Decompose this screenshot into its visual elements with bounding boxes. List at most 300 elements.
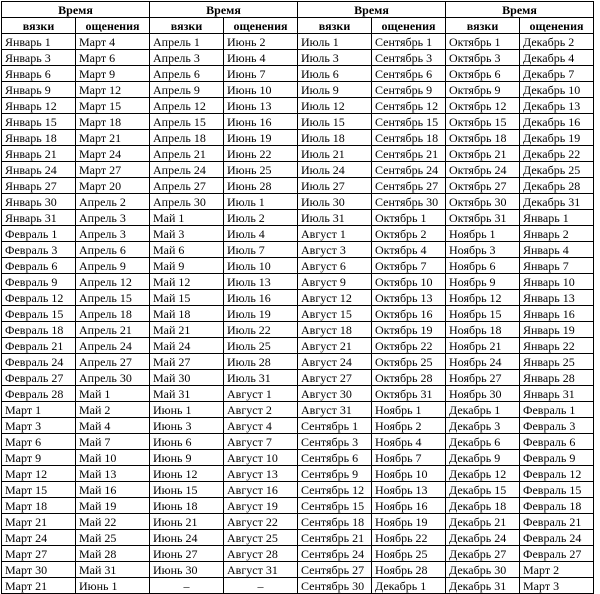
mating-date-cell: Февраль 27	[2, 370, 76, 386]
mating-date-cell: Сентябрь 12	[298, 482, 372, 498]
mating-date-cell: Январь 15	[2, 114, 76, 130]
mating-date-cell: Июнь 9	[150, 450, 224, 466]
mating-date-cell: Ноябрь 15	[446, 306, 520, 322]
whelping-date-cell: Январь 2	[520, 226, 594, 242]
whelping-date-cell: Октябрь 2	[372, 226, 446, 242]
mating-date-cell: Январь 27	[2, 178, 76, 194]
whelping-date-cell: –	[224, 578, 298, 594]
mating-date-cell: Июль 12	[298, 98, 372, 114]
whelping-date-cell: Июль 16	[224, 290, 298, 306]
mating-date-cell: Ноябрь 3	[446, 242, 520, 258]
mating-date-cell: Март 15	[2, 482, 76, 498]
mating-date-cell: Январь 24	[2, 162, 76, 178]
whelping-date-cell: Сентябрь 18	[372, 130, 446, 146]
table-row	[2, 338, 594, 354]
whelping-date-cell: Май 1	[76, 386, 150, 402]
mating-date-cell: Февраль 21	[2, 338, 76, 354]
mating-date-cell: Август 24	[298, 354, 372, 370]
mating-date-cell: Январь 12	[2, 98, 76, 114]
whelping-date-cell: Сентябрь 27	[372, 178, 446, 194]
mating-date-cell: Октябрь 1	[446, 34, 520, 50]
mating-date-cell: Сентябрь 3	[298, 434, 372, 450]
table-row	[2, 482, 594, 498]
whelping-date-cell: Ноябрь 13	[372, 482, 446, 498]
whelping-date-cell: Октябрь 1	[372, 210, 446, 226]
whelping-date-cell: Ноябрь 19	[372, 514, 446, 530]
whelping-date-cell: Март 15	[76, 98, 150, 114]
mating-date-cell: Август 3	[298, 242, 372, 258]
mating-date-cell: Январь 18	[2, 130, 76, 146]
whelping-date-cell: Март 24	[76, 146, 150, 162]
whelping-date-cell: Октябрь 10	[372, 274, 446, 290]
table-row	[2, 258, 594, 274]
table-row	[2, 530, 594, 546]
whelping-date-cell: Декабрь 28	[520, 178, 594, 194]
whelping-date-cell: Сентябрь 15	[372, 114, 446, 130]
mating-date-cell: Май 27	[150, 354, 224, 370]
table-row	[2, 114, 594, 130]
mating-date-cell: Январь 1	[2, 34, 76, 50]
whelping-date-cell: Январь 10	[520, 274, 594, 290]
mating-date-cell: Май 24	[150, 338, 224, 354]
mating-date-cell: Октябрь 12	[446, 98, 520, 114]
mating-date-cell: Октябрь 9	[446, 82, 520, 98]
mating-date-cell: Март 18	[2, 498, 76, 514]
mating-date-cell: Ноябрь 18	[446, 322, 520, 338]
mating-date-cell: Март 30	[2, 562, 76, 578]
whelping-date-cell: Декабрь 2	[520, 34, 594, 50]
whelping-date-cell: Июнь 4	[224, 50, 298, 66]
whelping-date-cell: Июль 28	[224, 354, 298, 370]
table-row	[2, 514, 594, 530]
whelping-date-cell: Август 4	[224, 418, 298, 434]
mating-date-cell: Май 1	[150, 210, 224, 226]
mating-date-cell: Февраль 24	[2, 354, 76, 370]
mating-date-cell: Февраль 28	[2, 386, 76, 402]
whelping-date-cell: Май 7	[76, 434, 150, 450]
whelping-date-cell: Апрель 27	[76, 354, 150, 370]
whelping-date-cell: Апрель 15	[76, 290, 150, 306]
mating-date-cell: Апрель 9	[150, 82, 224, 98]
whelping-date-cell: Март 27	[76, 162, 150, 178]
mating-date-cell: Декабрь 12	[446, 466, 520, 482]
whelping-date-cell: Июнь 28	[224, 178, 298, 194]
mating-date-cell: Сентябрь 21	[298, 530, 372, 546]
mating-date-cell: Апрель 3	[150, 50, 224, 66]
whelping-date-cell: Январь 7	[520, 258, 594, 274]
mating-date-cell: Май 3	[150, 226, 224, 242]
table-row	[2, 98, 594, 114]
mating-date-cell: Декабрь 9	[446, 450, 520, 466]
whelping-date-cell: Февраль 21	[520, 514, 594, 530]
mating-date-cell: Декабрь 31	[446, 578, 520, 594]
whelping-date-cell: Январь 28	[520, 370, 594, 386]
mating-date-cell: Апрель 18	[150, 130, 224, 146]
mating-date-cell: Сентябрь 9	[298, 466, 372, 482]
mating-date-cell: Май 31	[150, 386, 224, 402]
whelping-date-cell: Июль 4	[224, 226, 298, 242]
whelping-date-cell: Ноябрь 22	[372, 530, 446, 546]
mating-date-cell: Октябрь 3	[446, 50, 520, 66]
whelping-date-cell: Май 28	[76, 546, 150, 562]
whelping-date-cell: Апрель 2	[76, 194, 150, 210]
mating-date-cell: Август 12	[298, 290, 372, 306]
group-title: Время	[298, 2, 446, 18]
whelping-date-cell: Июнь 7	[224, 66, 298, 82]
mating-date-cell: Февраль 1	[2, 226, 76, 242]
whelping-date-cell: Март 18	[76, 114, 150, 130]
whelping-date-cell: Сентябрь 1	[372, 34, 446, 50]
whelping-date-cell: Январь 19	[520, 322, 594, 338]
whelping-date-cell: Март 12	[76, 82, 150, 98]
group-title: Время	[150, 2, 298, 18]
whelping-date-cell: Июнь 10	[224, 82, 298, 98]
mating-date-cell: Сентябрь 24	[298, 546, 372, 562]
whelping-date-cell: Февраль 24	[520, 530, 594, 546]
mating-date-cell: Август 21	[298, 338, 372, 354]
mating-date-cell: Декабрь 21	[446, 514, 520, 530]
mating-date-cell: Май 21	[150, 322, 224, 338]
mating-date-cell: Август 31	[298, 402, 372, 418]
whelping-date-cell: Август 10	[224, 450, 298, 466]
whelping-date-cell: Октябрь 25	[372, 354, 446, 370]
mating-date-cell: Декабрь 3	[446, 418, 520, 434]
mating-date-cell: Март 6	[2, 434, 76, 450]
mating-date-cell: Июнь 27	[150, 546, 224, 562]
mating-date-cell: Март 21	[2, 578, 76, 594]
mating-date-cell: Апрель 24	[150, 162, 224, 178]
whelping-date-cell: Ноябрь 2	[372, 418, 446, 434]
mating-date-cell: Март 24	[2, 530, 76, 546]
mating-date-cell: Февраль 12	[2, 290, 76, 306]
mating-date-cell: Июль 27	[298, 178, 372, 194]
mating-date-cell: Декабрь 27	[446, 546, 520, 562]
mating-date-cell: Ноябрь 6	[446, 258, 520, 274]
whelping-date-cell: Июнь 2	[224, 34, 298, 50]
mating-date-cell: Октябрь 21	[446, 146, 520, 162]
table-row	[2, 242, 594, 258]
whelping-date-cell: Апрель 30	[76, 370, 150, 386]
table-row	[2, 210, 594, 226]
whelping-date-cell: Февраль 6	[520, 434, 594, 450]
whelping-date-cell: Октябрь 13	[372, 290, 446, 306]
mating-date-cell: Ноябрь 9	[446, 274, 520, 290]
mating-date-cell: Декабрь 1	[446, 402, 520, 418]
whelping-date-cell: Февраль 3	[520, 418, 594, 434]
whelping-date-cell: Июнь 22	[224, 146, 298, 162]
whelping-date-cell: Июль 2	[224, 210, 298, 226]
whelping-date-cell: Сентябрь 21	[372, 146, 446, 162]
whelping-date-cell: Апрель 3	[76, 210, 150, 226]
table-row	[2, 418, 594, 434]
whelping-date-cell: Октябрь 7	[372, 258, 446, 274]
mating-date-cell: Декабрь 24	[446, 530, 520, 546]
group-title: Время	[446, 2, 594, 18]
whelping-date-cell: Март 6	[76, 50, 150, 66]
whelping-date-cell: Май 13	[76, 466, 150, 482]
whelping-date-cell: Сентябрь 3	[372, 50, 446, 66]
mating-date-cell: Март 27	[2, 546, 76, 562]
whelping-date-cell: Август 25	[224, 530, 298, 546]
mating-date-cell: Февраль 9	[2, 274, 76, 290]
mating-date-cell: Апрель 21	[150, 146, 224, 162]
table-row	[2, 130, 594, 146]
table-row	[2, 34, 594, 50]
mating-date-cell: Июль 24	[298, 162, 372, 178]
mating-date-cell: Август 18	[298, 322, 372, 338]
table-row	[2, 434, 594, 450]
table-row	[2, 578, 594, 594]
mating-date-cell: Март 9	[2, 450, 76, 466]
mating-date-cell: Октябрь 30	[446, 194, 520, 210]
whelping-date-cell: Декабрь 10	[520, 82, 594, 98]
mating-date-cell: Июль 6	[298, 66, 372, 82]
mating-date-cell: Январь 9	[2, 82, 76, 98]
whelping-date-cell: Октябрь 22	[372, 338, 446, 354]
mating-date-cell: Апрель 12	[150, 98, 224, 114]
mating-date-cell: Декабрь 15	[446, 482, 520, 498]
table-row	[2, 274, 594, 290]
mating-date-cell: Август 9	[298, 274, 372, 290]
whelping-date-cell: Ноябрь 7	[372, 450, 446, 466]
table-row	[2, 386, 594, 402]
mating-date-cell: Ноябрь 12	[446, 290, 520, 306]
whelping-date-cell: Март 9	[76, 66, 150, 82]
whelping-date-cell: Апрель 9	[76, 258, 150, 274]
mating-date-cell: Январь 31	[2, 210, 76, 226]
mating-date-cell: Июнь 21	[150, 514, 224, 530]
whelping-date-cell: Апрель 3	[76, 226, 150, 242]
whelping-date-cell: Декабрь 7	[520, 66, 594, 82]
mating-date-cell: Март 3	[2, 418, 76, 434]
whelping-date-cell: Июнь 19	[224, 130, 298, 146]
mating-date-cell: Август 15	[298, 306, 372, 322]
whelping-date-cell: Май 22	[76, 514, 150, 530]
table-row	[2, 450, 594, 466]
whelping-date-cell: Февраль 12	[520, 466, 594, 482]
mating-date-cell: Июнь 1	[150, 402, 224, 418]
table-row	[2, 162, 594, 178]
whelping-date-cell: Июль 31	[224, 370, 298, 386]
mating-date-cell: Апрель 15	[150, 114, 224, 130]
whelping-date-cell: Январь 4	[520, 242, 594, 258]
mating-date-cell: Февраль 18	[2, 322, 76, 338]
mating-date-cell: Март 1	[2, 402, 76, 418]
table-row	[2, 402, 594, 418]
group-header-row	[2, 2, 594, 18]
whelping-date-cell: Декабрь 25	[520, 162, 594, 178]
mating-date-cell: Август 1	[298, 226, 372, 242]
whelping-date-cell: Январь 16	[520, 306, 594, 322]
whelping-date-cell: Февраль 1	[520, 402, 594, 418]
table-row	[2, 194, 594, 210]
mating-date-cell: Сентябрь 27	[298, 562, 372, 578]
whelping-date-cell: Май 16	[76, 482, 150, 498]
whelping-date-cell: Август 22	[224, 514, 298, 530]
whelping-date-cell: Декабрь 19	[520, 130, 594, 146]
whelping-date-cell: Август 31	[224, 562, 298, 578]
table-row	[2, 146, 594, 162]
mating-date-cell: Июнь 18	[150, 498, 224, 514]
whelping-date-cell: Март 20	[76, 178, 150, 194]
whelping-date-cell: Июль 19	[224, 306, 298, 322]
whelping-date-cell: Сентябрь 6	[372, 66, 446, 82]
mating-date-cell: Август 30	[298, 386, 372, 402]
mating-date-cell: Июль 18	[298, 130, 372, 146]
whelping-date-cell: Ноябрь 25	[372, 546, 446, 562]
mating-date-cell: Июнь 24	[150, 530, 224, 546]
whelping-date-cell: Ноябрь 28	[372, 562, 446, 578]
table-row	[2, 306, 594, 322]
mating-date-cell: Июль 31	[298, 210, 372, 226]
whelping-date-cell: Июль 22	[224, 322, 298, 338]
whelping-date-cell: Август 7	[224, 434, 298, 450]
whelping-date-cell: Июль 7	[224, 242, 298, 258]
whelping-date-cell: Декабрь 1	[372, 578, 446, 594]
mating-date-cell: Ноябрь 21	[446, 338, 520, 354]
column-header-whelping: ощенения	[76, 18, 150, 34]
whelping-date-cell: Сентябрь 9	[372, 82, 446, 98]
mating-date-cell: Май 18	[150, 306, 224, 322]
column-header-mating: вязки	[150, 18, 224, 34]
column-header-whelping: ощенения	[372, 18, 446, 34]
whelping-date-cell: Апрель 24	[76, 338, 150, 354]
whelping-date-cell: Октябрь 16	[372, 306, 446, 322]
mating-date-cell: Октябрь 6	[446, 66, 520, 82]
table-row	[2, 354, 594, 370]
whelping-date-cell: Май 4	[76, 418, 150, 434]
whelping-date-cell: Апрель 21	[76, 322, 150, 338]
whelping-date-cell: Февраль 27	[520, 546, 594, 562]
whelping-date-cell: Декабрь 4	[520, 50, 594, 66]
whelping-date-cell: Декабрь 16	[520, 114, 594, 130]
column-header-mating: вязки	[446, 18, 520, 34]
whelping-date-cell: Январь 13	[520, 290, 594, 306]
mating-date-cell: Июнь 3	[150, 418, 224, 434]
mating-date-cell: Октябрь 27	[446, 178, 520, 194]
whelping-date-cell: Август 13	[224, 466, 298, 482]
whelping-date-cell: Апрель 12	[76, 274, 150, 290]
whelping-date-cell: Август 28	[224, 546, 298, 562]
whelping-date-cell: Август 2	[224, 402, 298, 418]
whelping-date-cell: Октябрь 31	[372, 386, 446, 402]
mating-date-cell: Сентябрь 18	[298, 514, 372, 530]
column-header-whelping: ощенения	[224, 18, 298, 34]
mating-date-cell: Апрель 6	[150, 66, 224, 82]
column-header-mating: вязки	[2, 18, 76, 34]
whelping-date-cell: Апрель 6	[76, 242, 150, 258]
table-body	[2, 34, 594, 594]
mating-date-cell: Июль 3	[298, 50, 372, 66]
mating-date-cell: Январь 21	[2, 146, 76, 162]
table-row	[2, 546, 594, 562]
whelping-date-cell: Июнь 16	[224, 114, 298, 130]
mating-date-cell: Февраль 6	[2, 258, 76, 274]
whelping-date-cell: Июнь 1	[76, 578, 150, 594]
mating-date-cell: Январь 3	[2, 50, 76, 66]
mating-date-cell: Апрель 30	[150, 194, 224, 210]
whelping-date-cell: Апрель 18	[76, 306, 150, 322]
whelping-date-cell: Июль 1	[224, 194, 298, 210]
whelping-date-cell: Ноябрь 16	[372, 498, 446, 514]
mating-date-cell: Январь 6	[2, 66, 76, 82]
whelping-date-cell: Май 19	[76, 498, 150, 514]
whelping-date-cell: Март 21	[76, 130, 150, 146]
whelping-date-cell: Август 16	[224, 482, 298, 498]
whelping-date-cell: Ноябрь 1	[372, 402, 446, 418]
whelping-date-cell: Ноябрь 4	[372, 434, 446, 450]
whelping-date-cell: Декабрь 13	[520, 98, 594, 114]
mating-date-cell: Июль 1	[298, 34, 372, 50]
whelping-date-cell: Ноябрь 10	[372, 466, 446, 482]
mating-date-cell: Ноябрь 27	[446, 370, 520, 386]
mating-date-cell: Июнь 30	[150, 562, 224, 578]
whelping-date-cell: Март 4	[76, 34, 150, 50]
table-row	[2, 370, 594, 386]
mating-date-cell: Октябрь 24	[446, 162, 520, 178]
mating-date-cell: Декабрь 18	[446, 498, 520, 514]
mating-date-cell: Октябрь 15	[446, 114, 520, 130]
table-row	[2, 290, 594, 306]
table-row	[2, 466, 594, 482]
mating-date-cell: –	[150, 578, 224, 594]
mating-date-cell: Сентябрь 1	[298, 418, 372, 434]
whelping-date-cell: Октябрь 19	[372, 322, 446, 338]
mating-date-cell: Декабрь 6	[446, 434, 520, 450]
whelping-date-cell: Июль 10	[224, 258, 298, 274]
mating-date-cell: Сентябрь 30	[298, 578, 372, 594]
whelping-date-cell: Май 2	[76, 402, 150, 418]
mating-date-cell: Декабрь 30	[446, 562, 520, 578]
column-header-whelping: ощенения	[520, 18, 594, 34]
whelping-date-cell: Февраль 9	[520, 450, 594, 466]
mating-date-cell: Март 21	[2, 514, 76, 530]
whelping-date-cell: Август 1	[224, 386, 298, 402]
mating-date-cell: Июнь 15	[150, 482, 224, 498]
mating-date-cell: Июль 21	[298, 146, 372, 162]
mating-date-cell: Октябрь 31	[446, 210, 520, 226]
group-title: Время	[2, 2, 150, 18]
mating-date-cell: Ноябрь 24	[446, 354, 520, 370]
mating-date-cell: Февраль 15	[2, 306, 76, 322]
mating-date-cell: Май 12	[150, 274, 224, 290]
mating-date-cell: Июнь 12	[150, 466, 224, 482]
table-row	[2, 322, 594, 338]
mating-date-cell: Ноябрь 30	[446, 386, 520, 402]
mating-date-cell: Июль 15	[298, 114, 372, 130]
mating-date-cell: Август 6	[298, 258, 372, 274]
whelping-date-cell: Июль 13	[224, 274, 298, 290]
whelping-date-cell: Январь 22	[520, 338, 594, 354]
whelping-date-cell: Июнь 25	[224, 162, 298, 178]
sub-header-row	[2, 18, 594, 34]
whelping-date-cell: Декабрь 22	[520, 146, 594, 162]
whelping-date-cell: Август 19	[224, 498, 298, 514]
table-row	[2, 82, 594, 98]
whelping-date-cell: Февраль 15	[520, 482, 594, 498]
whelping-date-cell: Декабрь 31	[520, 194, 594, 210]
mating-date-cell: Октябрь 18	[446, 130, 520, 146]
whelping-date-cell: Май 31	[76, 562, 150, 578]
whelping-date-cell: Май 25	[76, 530, 150, 546]
mating-date-cell: Сентябрь 15	[298, 498, 372, 514]
whelping-date-cell: Январь 25	[520, 354, 594, 370]
whelping-date-cell: Октябрь 4	[372, 242, 446, 258]
mating-date-cell: Июль 9	[298, 82, 372, 98]
mating-date-cell: Май 9	[150, 258, 224, 274]
whelping-date-cell: Март 2	[520, 562, 594, 578]
mating-date-cell: Июль 30	[298, 194, 372, 210]
